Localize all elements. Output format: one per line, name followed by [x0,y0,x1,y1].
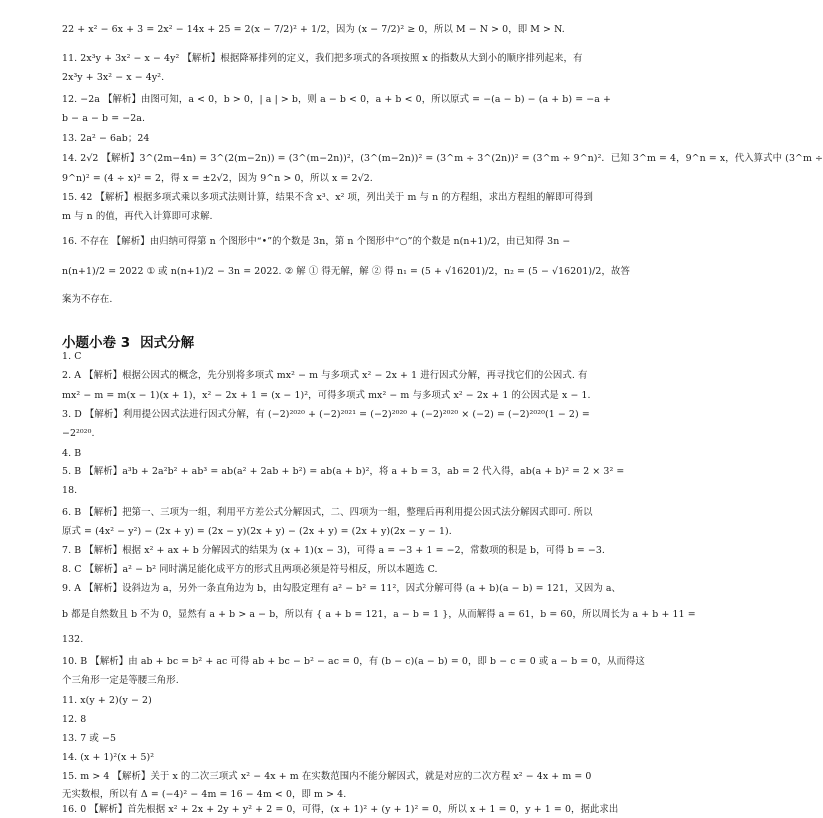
answer-line: 7. B 【解析】根据 x² + ax + b 分解因式的结果为 (x + 1)(x − 3)，可得 a = −3 + 1 = −2，常数项的积是 b，可得 b = −3. [62,545,605,556]
answer-line: 8. C 【解析】a² − b² 同时满足能化成平方的形式且两项必须是符号相反，所以本题选 C. [62,564,438,575]
answer-line: 9. A 【解析】设斜边为 a，另外一条直角边为 b，由勾股定理有 a² − b² = 11²，因式分解可得 (a + b)(a − b) = 121，又因为 a、 [62,583,622,594]
answer-line: 14. 2√2 【解析】3^(2m−4n) = 3^(2(m−2n)) = (3^(m−2n))²，(3^(m−2n))² = (3^m ÷ 3^(2n))² = (3^m ÷ 9^n)²．已知 3^m = 4，9^n = x，代入算式中 (3^m ÷ [62,153,823,164]
answer-line: 10. B 【解析】由 ab + bc = b² + ac 可得 ab + bc − b² − ac = 0，有 (b − c)(a − b) = 0，即 b − c = 0 或 a − b = 0，从而得这 [62,656,645,667]
section-title [62,331,194,351]
answer-line: 个三角形一定是等腰三角形. [62,675,179,686]
answer-line: 13. 7 或 −5 [62,733,117,744]
answer-line: 1. C [62,351,82,362]
answer-line: 3. D 【解析】利用提公因式法进行因式分解，有 (−2)²⁰²⁰ + (−2)²⁰²¹ = (−2)²⁰²⁰ + (−2)²⁰²⁰ × (−2) = (−2)²⁰²⁰(1 − 2) = [62,409,590,420]
answer-line: 18. [62,485,78,496]
section-number: 小题小卷 3 [62,335,131,351]
answer-line: 2. A 【解析】根据公因式的概念，先分别将多项式 mx² − m 与多项式 x² − 2x + 1 进行因式分解，再寻找它们的公因式. 有 [62,370,588,381]
section-subtitle: 因式分解 [140,335,195,351]
answer-line: 13. 2a² − 6ab；24 [62,133,150,144]
answer-line: n(n+1)/2 = 2022 ① 或 n(n+1)/2 − 3n = 2022. ② 解 ① 得无解，解 ② 得 n₁ = (5 + √16201)/2，n₂ = (5 − √16201)/2，故答 [62,266,630,277]
answer-line: mx² − m = m(x − 1)(x + 1)，x² − 2x + 1 = (x − 1)²，可得多项式 mx² − m 与多项式 x² − 2x + 1 的公因式是 x − 1. [62,390,591,401]
answer-line: b 都是自然数且 b 不为 0，显然有 a + b > a − b，所以有 { a + b = 121，a − b = 1 }，从而解得 a = 61，b = 60，所以周长为 a + b + 11 = [62,609,696,620]
answer-line: 11. 2x³y + 3x² − x − 4y² 【解析】根据降幂排列的定义，我们把多项式的各项按照 x 的指数从大到小的顺序排列起来，有 [62,53,583,64]
answer-line: 2x³y + 3x² − x − 4y². [62,72,165,83]
answer-line: 15. m > 4 【解析】关于 x 的二次三项式 x² − 4x + m 在实数范围内不能分解因式，就是对应的二次方程 x² − 4x + m = 0 [62,771,592,782]
answer-line: 12. 8 [62,714,87,725]
answer-line: 14. (x + 1)²(x + 5)² [62,752,155,763]
answer-line: 22 + x² − 6x + 3 = 2x² − 14x + 25 = 2(x − 7/2)² + 1/2，因为 (x − 7/2)² ≥ 0，所以 M − N > 0，即 M > N. [62,24,565,35]
answer-line: 9^n)² = (4 ÷ x)² = 2，得 x = ±2√2，因为 9^n > 0，所以 x = 2√2. [62,173,373,184]
answer-line: 案为不存在. [62,294,113,305]
answer-line: −2²⁰²⁰. [62,428,95,439]
answer-line: 原式 = (4x² − y²) − (2x + y) = (2x − y)(2x + y) − (2x + y) = (2x + y)(2x − y − 1). [62,526,452,537]
answer-line: 无实数根，所以有 Δ = (−4)² − 4m = 16 − 4m < 0，即 m > 4. [62,789,347,800]
answer-line: 5. B 【解析】a³b + 2a²b² + ab³ = ab(a² + 2ab + b²) = ab(a + b)²，将 a + b = 3，ab = 2 代入得，ab(a + b)² = 2 × 3² = [62,466,625,477]
answer-line: m 与 n 的值，再代入计算即可求解. [62,211,213,222]
answer-line: 132. [62,634,84,645]
answer-line: 15. 42 【解析】根据多项式乘以多项式法则计算，结果不含 x³、x² 项，列出关于 m 与 n 的方程组，求出方程组的解即可得到 [62,192,593,203]
answer-line: 12. −2a 【解析】由图可知，a < 0，b > 0，| a | > b，则 a − b < 0，a + b < 0，所以原式 = −(a − b) − (a + b) = −a + [62,94,611,105]
answer-line: b − a − b = −2a. [62,113,146,124]
answer-line: 16. 不存在 【解析】由归纳可得第 n 个图形中“•”的个数是 3n，第 n 个图形中“○”的个数是 n(n+1)/2，由已知得 3n − [62,236,571,247]
answer-line: 4. B [62,448,82,459]
answer-line: 16. 0 【解析】首先根据 x² + 2x + 2y + y² + 2 = 0，可得，(x + 1)² + (y + 1)² = 0，所以 x + 1 = 0，y + 1 = 0，据此求出 [62,804,619,815]
answer-line: 11. x(y + 2)(y − 2) [62,695,152,706]
answer-line: 6. B 【解析】把第一、三项为一组，利用平方差公式分解因式，二、四项为一组，整理后再利用提公因式法分解因式即可. 所以 [62,507,593,518]
